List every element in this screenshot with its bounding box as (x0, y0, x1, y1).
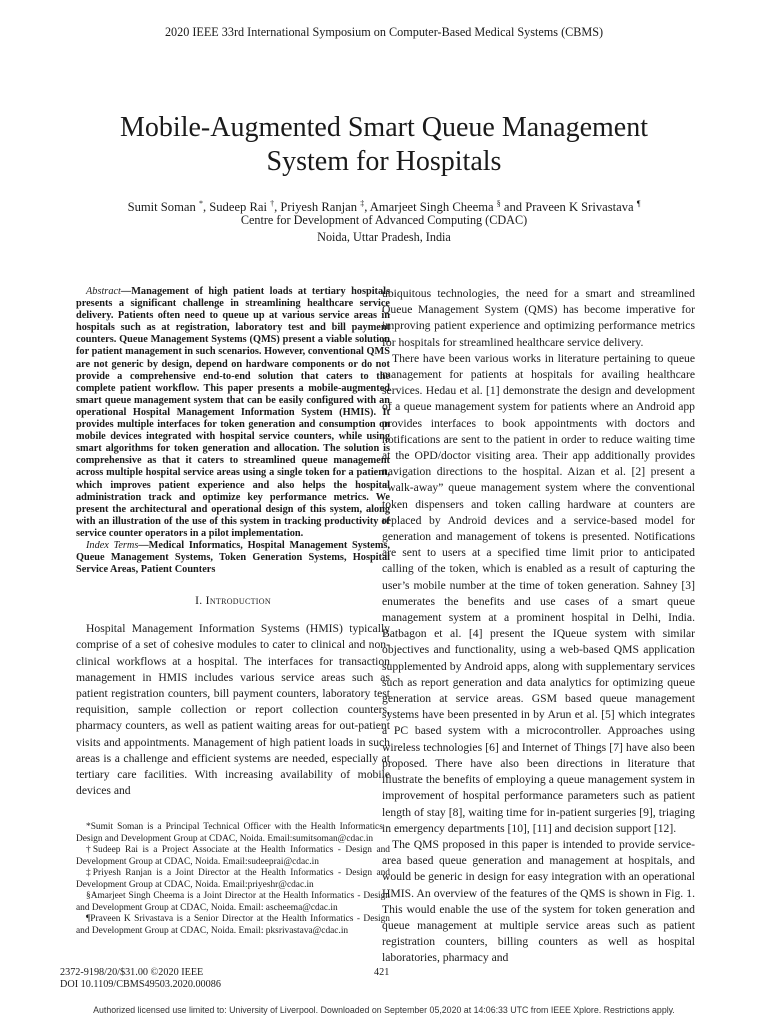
affiliation-line-1: Centre for Development of Advanced Computing (CDAC) (240, 213, 528, 227)
doi-line: DOI 10.1109/CBMS49503.2020.00086 (60, 979, 221, 990)
body-paragraph: ubiquitous technologies, the need for a smart and streamlined Queue Management System (QMS) has become imperative for improving patient experience and optimizing performance metrics for hospitals for streamlined healthcare service delivery. (382, 287, 695, 349)
author-mark: † (270, 199, 275, 208)
section-number: I. (195, 594, 206, 608)
author-name: , Amarjeet Singh Cheema (364, 200, 494, 215)
abstract-label: Abstract (86, 286, 121, 297)
footnote: ‡Priyesh Ranjan is a Joint Director at the Health Informatics - Design and Development Group at CDAC, Noida. Email:priyeshr@cdac.in (76, 868, 390, 890)
author-name: Sumit Soman (127, 200, 196, 215)
index-terms-label: Index Terms (86, 539, 139, 551)
footnote: †Sudeep Rai is a Project Associate at the Health Informatics - Design and Development Group at CDAC, Noida. Email:sudeeprai@cdac.in (76, 845, 390, 867)
index-terms-text: —Medical Informatics, Hospital Management Systems, Queue Management Systems, Token Generation Systems, Hospital Service Areas, Patient Counters (76, 539, 390, 576)
author-name: , Priyesh Ranjan (274, 200, 358, 215)
footnote: §Amarjeet Singh Cheema is a Joint Director at the Health Informatics - Design and Development Group at CDAC, Noida. Email: ascheema@cdac.in (76, 891, 390, 913)
affiliation-line-2: Noida, Uttar Pradesh, India (317, 230, 451, 244)
abstract-text: —Management of high patient loads at tertiary hospitals presents a significant challenge in streamlining healthcare service delivery. Patients often need to queue up at various service areas in hospitals such as at registration, laboratory test and bill payment counters. Queue Management Systems (QMS) present a viable solution for patient management in such scenarios. However, conventional QMS are not generic by design, depend on hardware components or do not provide a comprehensive end-to-end solution that caters to the complete patient workflow. This paper presents a mobile-augmented smart queue management system that can be easily configured with an operational Hospital Management Information System (HMIS). It provides multiple interfaces for token generation and consumption on mobile devices integrated with hospital service counters, while using smart algorithms for token generation and allocation. The solution is comprehensive as that it caters to streamlined queue management across multiple hospital service areas using a single token for a patient, which improves patient experience and also helps the hospital administration track and optimize key performance metrics. We present the architectural and operational design of this system, along with an illustration of the use of this system in tracking productivity of service counter operators in a pilot implementation. (76, 286, 390, 539)
footnote: *Sumit Soman is a Principal Technical Officer with the Health Informatics - Design and Development Group at CDAC, Noida. Email:sumitsoman@cdac.in (76, 822, 390, 844)
issn-line: 2372-9198/20/$31.00 ©2020 IEEE (60, 967, 204, 978)
qms-overview-paragraph: The QMS proposed in this paper is intended to provide service-area based queue generation and management at hospitals, and would be generic in design for easy integration with an operational HMIS. An overview of the features of the QMS is shown in Fig. 1. This would enable the use of the system for token generation and queue management at multiple service areas such as patient registration counters, billing counters as well as hospital laboratories, pharmacy and (382, 837, 695, 965)
author-mark: * (198, 199, 203, 208)
paper-title-line-2: System for Hospitals (266, 146, 502, 177)
conference-header: 2020 IEEE 33rd International Symposium on Computer-Based Medical Systems (CBMS) (164, 25, 604, 39)
related-work-paragraph: There have been various works in literature pertaining to queue management for patients at hospitals for availing healthcare services. Hedau et al. [1] demonstrate the design and development of a queue management system for patients where an Android app provides interfaces to book appointments with doctors and notifications are sent to the patient in order to reduce waiting time at the OPD/doctor visiting area. Their app additionally provides navigation directions to the hospital. Aizan et al. [2] present a “walk-away” queue management system where the conventional token dispensers and token calling hardware at counters are replaced by Android devices and a service-based model for generation and management of tokens is presented. Notifications are sent to users at a specified time limit prior to anticipated calling of the token, which is enabled as a result of capturing the user’s mobile number at the time of token generation. Sahney [3] enumerates the benefits and use cases of a smart queue management system at a prominent hospital in Delhi, India. Batbagon et al. [4] present the IQueue system with similar objectives and functionality, using a web-based QMS application supplemented by Android apps, along with supplementary services such as report generation and data analytics for optimizing queue generation at service areas. GSM based queue management systems have been presented in by Arun et al. [5] which integrates a PC based system with a microcontroller. Approaches using wireless technologies [6] and Internet of Things [7] have also been proposed. There have also been directions in literature that illustrate the benefits of employing a queue management system in improvement of hospital performance parameters such as patient length of stay [8], waiting time for in-patient surgeries [9], triaging in emergency departments [10], [11] and decision support [12]. (382, 351, 695, 835)
author-mark: ¶ (636, 199, 641, 208)
abstract (76, 286, 390, 540)
author-name: , Sudeep Rai (202, 200, 267, 215)
copyright-footer (60, 967, 221, 991)
section-title: Introduction (205, 594, 271, 608)
paper-title-line-1: Mobile-Augmented Smart Queue Management (120, 112, 648, 143)
author-footnotes (76, 822, 390, 937)
paper-title (60, 111, 708, 179)
page-number: 421 (374, 967, 390, 978)
left-column (76, 286, 390, 799)
footnote: ¶Praveen K Srivastava is a Senior Director at the Health Informatics - Design and Development Group at CDAC, Noida. Email: pksrivastava@cdac.in (76, 914, 390, 936)
right-column (382, 286, 695, 967)
license-notice: Authorized licensed use limited to: University of Liverpool. Downloaded on September 05,2020 at 14:06:33 UTC from IEEE Xplore. Restrictions apply. (93, 1005, 675, 1015)
introduction-paragraph: Hospital Management Information Systems (HMIS) typically comprise of a set of cohesive modules to cater to clinical and non-clinical workflows at a hospital. The interfaces for transaction management in HMIS includes various service areas such as patient registration counters, bill payment counters, laboratory test requisition, sample collection or report collection counters, pharmacy counters, as well as patient waiting areas for out-patient visits and appointments. Management of high patient loads in such areas is a challenge and efficient systems are needed, especially at tertiary care facilities. With increasing availability of mobile devices and (76, 622, 390, 798)
author-name: and Praveen K Srivastava (500, 200, 634, 215)
index-terms (76, 540, 390, 576)
author-mark: § (496, 199, 501, 208)
section-heading-introduction (76, 594, 390, 607)
author-mark: ‡ (360, 199, 365, 208)
